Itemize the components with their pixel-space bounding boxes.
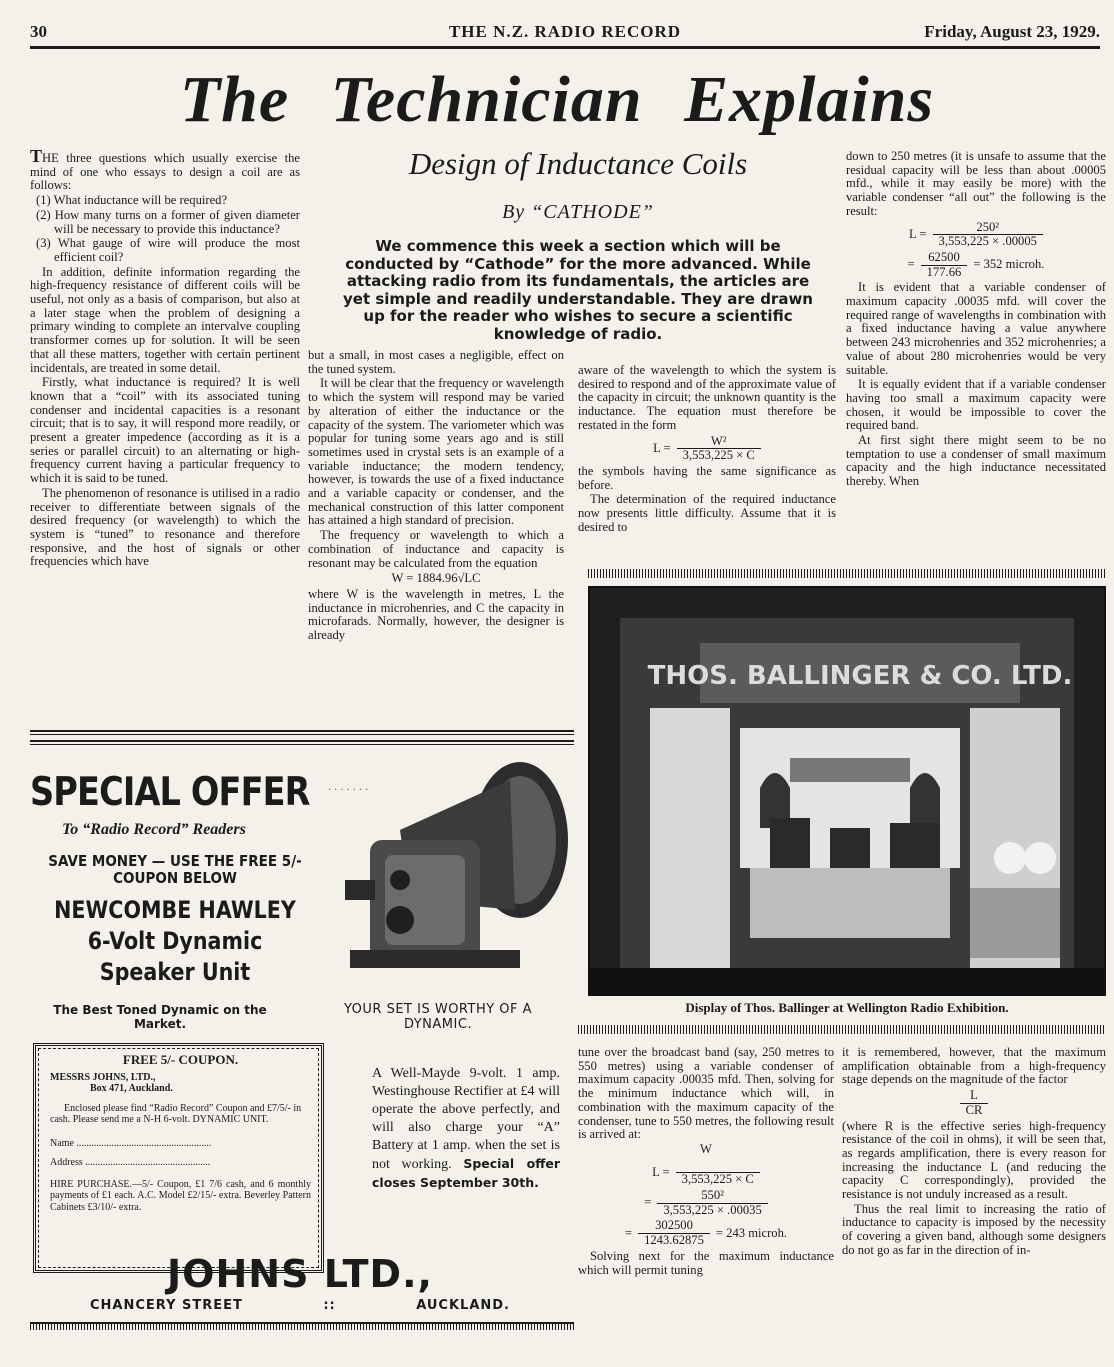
coupon-form [33, 1043, 324, 1273]
speaker-unit-illustration [330, 760, 580, 1000]
photo-caption: Display of Thos. Ballinger at Wellington Radio Exhibition. [685, 1000, 1009, 1015]
coupon-addressee: MESSRS JOHNS, LTD., Box 471, Auckland. [50, 1071, 173, 1094]
paragraph: In addition, definite information regarding the high-frequency resistance of different coils will be useful, not only as a basis of comparison, but also at a later stage when the problem of designing a primary winding to complete an intervalve coupling transformer comes up for solution. It will be seen that all these matters, together with certain pertinent incidentals, are treated in some detail. [30, 264, 300, 375]
paragraph: the symbols having the same significance as before. [578, 463, 836, 492]
coupon-title: FREE 5/- COUPON. [122, 1052, 239, 1067]
paragraph: It is evident that a variable condenser of maximum capacity .00035 mfd. will cover the required range of wavelengths in combination with a fixed inductance having a value anywhere between 243 microhenries and 352 microhenries; a value of about 280 microhenries would be very suitable. [846, 280, 1106, 377]
header-rule [30, 46, 1100, 49]
advertiser-address: CHANCERY STREET :: AUCKLAND. [90, 1298, 510, 1313]
ad-audience: To “Radio Record” Readers [62, 821, 246, 838]
paragraph: The frequency or wavelength to which a combination of inductance and capacity is resonant may be calculated from the equation [308, 528, 564, 570]
equation-min-result: = $\frac{302500}{1243.62875}$ = 243 microh. [624, 1218, 788, 1248]
paragraph: It is equally evident that if a variable condenser having too small a maximum capacity were chosen, it would be impossible to cover the required band. [846, 377, 1106, 433]
paragraph: it is remembered, however, that the maximum amplification obtainable from a high-frequency stage depends on the magnitude of the factor [842, 1045, 1106, 1087]
running-header [30, 22, 1100, 48]
intro-standfirst: We commence this week a section which will be conducted by “Cathode” for the more advanced. While attacking radio from its fundamentals, the articles are yet simple and readily understandable. They are drawn up for the reader who wishes to secure a scientific knowledge of radio. [343, 237, 813, 343]
coupon-body: Enclosed please find “Radio Record” Coupon and £7/5/- in cash. Please send me a N-H 6-volt. DYNAMIC UNIT. [50, 1102, 302, 1125]
equation-min-step: = $\frac{\text{550²}}{3,553,225 \times .00035}$ [578, 1189, 834, 1217]
equation-max-inductance-result: = $\frac{62500}{177.66}$ = 352 microh. [907, 249, 1045, 279]
paragraph: down to 250 metres (it is unsafe to assume that the residual capacity will be less than about .00005 mfd., while it may easily be more) with the variable condenser “all out” the following is the result: [846, 149, 1106, 218]
masthead: THE N.Z. RADIO RECORD [448, 22, 682, 41]
paragraph: It will be clear that the frequency or wavelength to which the system will respond may be varied by alteration of either the inductance or the capacity of the system. The variometer which was popular for tuning some years ago and is still sometimes used in crystal sets is an example of a variable inductance; the modern tendency, however, is towards the use of a fixed inductance and a variable capacity or condenser, and the mechanical construction of this latter component has attained a high standard of precision. [308, 376, 564, 528]
stall-sign: THOS. BALLINGER & CO. LTD. [647, 661, 1073, 691]
coupon-name-field[interactable]: Name ...................................................... [50, 1137, 212, 1149]
article-column-2 [308, 349, 564, 644]
ad-bottom-rule [30, 1322, 574, 1330]
issue-date: Friday, August 23, 1929. [924, 22, 1100, 41]
ad-worthy-slogan: YOUR SET IS WORTHY OF A DYNAMIC. [343, 1002, 533, 1032]
article-column-5 [578, 1046, 834, 1278]
exhibition-photo [588, 586, 1106, 996]
ad-product-name: NEWCOMBE HAWLEY 6-Volt Dynamic Speaker Unit [54, 896, 296, 986]
ad-save-money: SAVE MONEY — USE THE FREE 5/- COUPON BELOW [48, 852, 302, 887]
photo-bottom-border [578, 1025, 1106, 1034]
paragraph: Firstly, what inductance is required? It is well known that a “coil” with its associated tuning condenser and incidental capacities is a resonant circuit; that is to say, it will respond more readily, or present a greater impedence (according as it is a series or parallel circuit) to an alternating or high-frequency current having a particular frequency to which it is said to be tuned. [30, 375, 300, 486]
coupon-address-field[interactable]: Address .................................................. [50, 1157, 211, 1168]
paragraph: aware of the wavelength to which the system is desired to respond and of the approximate value of the capacity in circuit; the unknown quantity is the inductance. The equation must therefore be restated in the form [578, 363, 836, 432]
article-column-3 [578, 364, 836, 535]
page-number: 30 [30, 22, 47, 41]
article-column-4 [846, 150, 1106, 490]
ad-top-rule [30, 730, 574, 735]
advertisement-offer [30, 770, 320, 988]
paragraph: At first sight there might seem to be no temptation to use a condenser of small maximum capacity and the high inductance necessitated thereby. When [846, 433, 1106, 489]
paragraph: THE three questions which usually exercise the mind of one who essays to design a coil are as follows: [30, 146, 300, 193]
question-3: (3) What gauge of wire will produce the most efficient coil? [36, 236, 300, 264]
paragraph: Solving next for the maximum inductance which will permit tuning [578, 1248, 834, 1277]
photo-top-border [588, 569, 1106, 578]
paragraph: tune over the broadcast band (say, 250 metres to 550 metres) using a variable condenser of maximum capacity .00035 mfd. Then, solving for the minimum inductance which will, in combination with the maximum capacity of the condenser, tune to 550 metres, the following result is arrived at: [578, 1045, 834, 1142]
article-subtitle: Design of Inductance Coils [408, 146, 748, 181]
ad-tagline: The Best Toned Dynamic on the Market. [53, 1003, 267, 1031]
decorative-dots: ....... [328, 782, 372, 793]
equation-amplification-factor: $\frac{L}{CR}$ [842, 1089, 1106, 1117]
equation-wavelength: W = 1884.96√LC [391, 571, 481, 586]
advertiser-name: JOHNS LTD., [167, 1252, 433, 1296]
paragraph: The phenomenon of resonance is utilised in a radio receiver to differentiate between signals of the desired frequency (or wavelength) to which the system is “tuned” to resonance and therefore responsive, and the host of signals or other frequencies which have [30, 485, 300, 569]
article-title: The Technician Explains [179, 63, 935, 136]
paragraph: Thus the real limit to increasing the ratio of inductance to capacity is imposed by the necessity of covering a given band, although some designers do not go as far in the direction of in- [842, 1201, 1106, 1257]
ad-top-rule-2 [30, 740, 574, 745]
paragraph: where W is the wavelength in metres, L the inductance in microhenries, and C the capacity in microfarads. Normally, however, the designer is already [308, 586, 564, 643]
ad-rectifier-text: A Well-Mayde 9-volt. 1 amp. Westinghouse Rectifier at £4 will operate the above perfectly, and will also charge your “A” Battery at 1 amp. when the set is not working. Special offer closes September 30th. [372, 1066, 560, 1190]
equation-inductance: L = $\frac{\text{W²}}{3,553,225 \times C}$ [578, 435, 836, 463]
paragraph: The determination of the required inductance now presents little difficulty. Assume that it is desired to [578, 492, 836, 534]
question-1: (1) What inductance will be required? [36, 193, 228, 208]
stall-illustration [590, 588, 1104, 994]
article-column-1 [30, 146, 300, 570]
drop-cap: T [30, 146, 43, 166]
question-2: (2) How many turns on a former of given diameter will be necessary to provide this inductance? [36, 207, 300, 236]
equation-min-numerator: W [700, 1141, 712, 1156]
equation-min-inductance: L = 3,553,225 × C [578, 1159, 834, 1187]
ad-special-offer: Special offer closes September 30th. [372, 1156, 560, 1190]
article-column-6 [842, 1046, 1106, 1259]
coupon-hire-purchase: HIRE PURCHASE.—5/- Coupon, £1 7/6 cash, and 6 monthly payments of £1 each. A.C. Model £2/15/- extra. Beverley Pattern Cabinets £3/10/- extra. [50, 1178, 311, 1213]
paragraph: but a small, in most cases a negligible, effect on the tuned system. [308, 348, 564, 376]
ad-headline: SPECIAL OFFER [30, 770, 310, 815]
paragraph: (where R is the effective series high-frequency resistance of the coil in ohms), it will be seen that, as regards amplification, there is every reason for increasing the inductance L (and reducing the capacity C correspondingly), provided the resistance is not unduly increased as a result. [842, 1118, 1106, 1202]
equation-max-inductance: L = $\frac{\text{250²}}{3,553,225 \times .00005}$ [846, 221, 1106, 249]
byline: By “CATHODE” [502, 201, 654, 223]
